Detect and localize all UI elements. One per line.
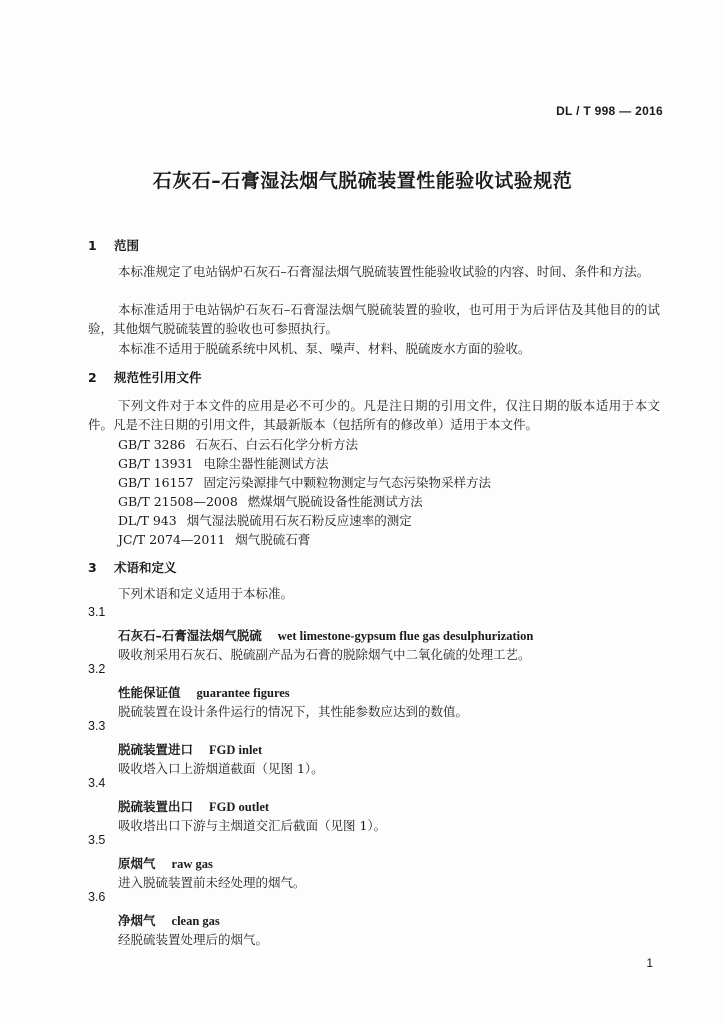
reference-item — [118, 511, 412, 529]
section-title: 规范性引用文件 — [114, 370, 202, 385]
document-title: 石灰石–石膏湿法烟气脱硫装置性能验收试验规范 — [152, 170, 573, 192]
term-name-zh: 性能保证值 — [118, 685, 181, 700]
reference-item — [118, 492, 423, 510]
reference-item — [118, 530, 310, 548]
term-name — [118, 740, 262, 758]
section-title: 范围 — [114, 238, 140, 253]
section-heading-scope — [88, 236, 139, 254]
term-name-zh: 脱硫装置进口 — [118, 742, 194, 757]
term-name-en: FGD inlet — [209, 743, 263, 757]
reference-title: 烟气湿法脱硫用石灰石粉反应速率的测定 — [186, 513, 412, 528]
term-name-zh: 脱硫装置出口 — [118, 799, 194, 814]
reference-title: 燃煤烟气脱硫设备性能测试方法 — [247, 494, 423, 509]
reference-item — [118, 435, 358, 453]
section-number: 1 — [88, 238, 97, 253]
term-number: 3.6 — [88, 890, 106, 904]
term-name-en: wet limestone-gypsum flue gas desulphurization — [277, 629, 534, 643]
term-name-en: clean gas — [171, 914, 220, 928]
term-definition: 吸收剂采用石灰石、脱硫副产品为石膏的脱除烟气中二氧化硫的处理工艺。 — [118, 647, 531, 662]
term-name — [118, 797, 269, 815]
term-number: 3.1 — [88, 605, 106, 619]
standard-number: DL / T 998 — 2016 — [556, 104, 663, 118]
section-heading-normative-references — [88, 368, 202, 386]
reference-title: 烟气脱硫石膏 — [235, 532, 311, 547]
term-definition: 吸收塔出口下游与主烟道交汇后截面（见图 1）。 — [118, 818, 387, 833]
section-heading-terms — [88, 558, 177, 576]
scope-paragraph-3: 本标准不适用于脱硫系统中风机、泵、噪声、材料、脱硫废水方面的验收。 — [118, 341, 531, 356]
reference-item — [118, 454, 328, 472]
reference-item — [118, 473, 491, 491]
term-definition: 进入脱硫装置前未经处理的烟气。 — [118, 875, 306, 890]
scope-paragraph-2: 本标准适用于电站锅炉石灰石–石膏湿法烟气脱硫装置的验收，也可用于为后评估及其他目的的试验，其他烟气脱硫装置的验收也可参照执行。 — [88, 302, 660, 336]
term-name-en: raw gas — [171, 857, 213, 871]
term-name-en: guarantee figures — [196, 686, 290, 700]
reference-code: JC/T 2074—2011 — [118, 532, 226, 547]
term-number: 3.3 — [88, 719, 106, 733]
term-name — [118, 911, 220, 929]
section-title: 术语和定义 — [114, 560, 177, 575]
reference-code: GB/T 13931 — [118, 456, 194, 471]
references-intro: 下列文件对于本文件的应用是必不可少的。凡是注日期的引用文件，仅注日期的版本适用于本文件。凡是不注日期的引用文件，其最新版本（包括所有的修改单）适用于本文件。 — [88, 398, 660, 432]
terms-intro: 下列术语和定义适用于本标准。 — [118, 586, 294, 601]
term-definition: 经脱硫装置处理后的烟气。 — [118, 932, 269, 947]
term-number: 3.2 — [88, 662, 106, 676]
term-number: 3.4 — [88, 776, 106, 790]
section-number: 2 — [88, 370, 97, 385]
section-number: 3 — [88, 560, 97, 575]
reference-code: GB/T 3286 — [118, 437, 186, 452]
term-definition: 吸收塔入口上游烟道截面（见图 1）。 — [118, 761, 324, 776]
term-name — [118, 626, 533, 644]
reference-code: DL/T 943 — [118, 513, 177, 528]
reference-code: GB/T 16157 — [118, 475, 194, 490]
term-name-zh: 原烟气 — [118, 856, 156, 871]
term-definition: 脱硫装置在设计条件运行的情况下，其性能参数应达到的数值。 — [118, 704, 469, 719]
reference-code: GB/T 21508—2008 — [118, 494, 238, 509]
term-name-zh: 净烟气 — [118, 913, 156, 928]
term-name-zh: 石灰石–石膏湿法烟气脱硫 — [118, 628, 262, 643]
reference-title: 电除尘器性能测试方法 — [203, 456, 329, 471]
term-name-en: FGD outlet — [209, 800, 270, 814]
term-name — [118, 683, 290, 701]
term-number: 3.5 — [88, 833, 106, 847]
reference-title: 石灰石、白云石化学分析方法 — [195, 437, 359, 452]
scope-paragraph-1: 本标准规定了电站锅炉石灰石–石膏湿法烟气脱硫装置性能验收试验的内容、时间、条件和方法。 — [118, 264, 650, 279]
term-name — [118, 854, 213, 872]
page-number: 1 — [646, 956, 653, 970]
reference-title: 固定污染源排气中颗粒物测定与气态污染物采样方法 — [203, 475, 491, 490]
